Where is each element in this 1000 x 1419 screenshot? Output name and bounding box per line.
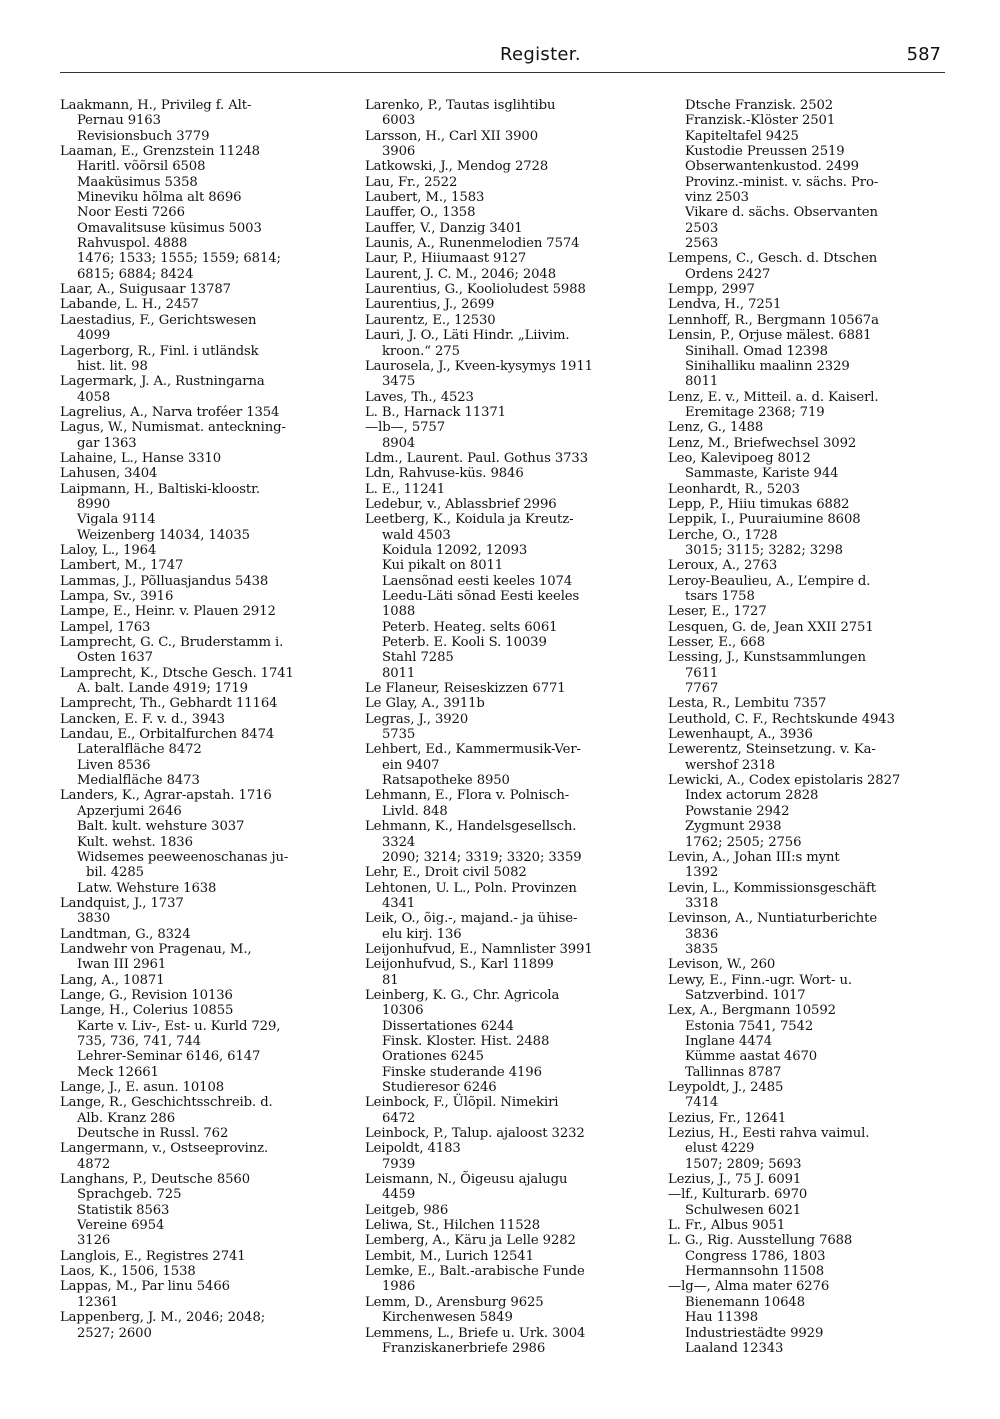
header-rule (60, 72, 945, 73)
page-title: Register. (500, 44, 581, 65)
index-subentry-line: Kult. wehst. 1836 (77, 834, 193, 850)
index-entry-line: Langhans, P., Deutsche 8560 (60, 1172, 251, 1188)
index-entry-line: Lenz, M., Briefwechsel 3092 (668, 435, 857, 451)
index-subentry-line: Sinihall. Omad 12398 (685, 343, 828, 359)
index-entry-line: Lahusen, 3404 (60, 466, 158, 482)
index-subentry-line: Index actorum 2828 (685, 788, 819, 804)
index-entry-line: Lauffer, V., Danzig 3401 (365, 220, 523, 236)
index-entry-line: L. G., Rig. Ausstellung 7688 (668, 1233, 853, 1249)
index-subentry-line: 3835 (685, 941, 719, 957)
index-entry-line: Lesquen, G. de, Jean XXII 2751 (668, 619, 874, 635)
index-subentry-line: 8011 (382, 665, 416, 681)
index-subentry-line: Finsk. Kloster. Hist. 2488 (382, 1033, 550, 1049)
index-subentry-line: Laaland 12343 (685, 1340, 784, 1356)
index-subentry-line: 3126 (77, 1233, 111, 1249)
index-entry-line: Leitgeb, 986 (365, 1202, 449, 1218)
index-subentry-line: 2563 (685, 236, 719, 252)
index-entry-line: —lb—, 5757 (365, 420, 445, 436)
index-entry-line: Leliwa, St., Hilchen 11528 (365, 1218, 541, 1234)
index-entry-line: Landau, E., Orbitalfurchen 8474 (60, 727, 275, 743)
index-subentry-line: Balt. kult. wehsture 3037 (77, 819, 245, 835)
index-entry-line: Lemke, E., Balt.-arabische Funde (365, 1264, 585, 1280)
index-subentry-line: Tallinnas 8787 (685, 1064, 782, 1080)
index-subentry-line: 4341 (382, 895, 416, 911)
index-entry-line: Ldm., Laurent. Paul. Gothus 3733 (365, 450, 588, 466)
index-entry-line: Lesser, E., 668 (668, 635, 766, 651)
index-subentry-line: 7414 (685, 1095, 719, 1111)
index-subentry-line: Sammaste, Kariste 944 (685, 466, 839, 482)
index-entry-line: Leetberg, K., Koidula ja Kreutz- (365, 512, 574, 528)
index-entry-line: Lauri, J. O., Läti Hindr. „Liivim. (365, 328, 570, 344)
index-subentry-line: Mineviku hõlma alt 8696 (77, 190, 242, 206)
index-entry-line: Lenz, G., 1488 (668, 420, 764, 436)
index-subentry-line: 6472 (382, 1110, 416, 1126)
index-entry-line: Lagerborg, R., Finl. i utländsk (60, 343, 259, 359)
index-subentry-line: Bienemann 10648 (685, 1294, 806, 1310)
index-entry-line: Laurent, J. C. M., 2046; 2048 (365, 266, 556, 282)
index-entry-line: Labande, L. H., 2457 (60, 297, 199, 313)
index-subentry-line: 3015; 3115; 3282; 3298 (685, 542, 843, 558)
index-subentry-line: Inglane 4474 (685, 1033, 773, 1049)
index-subentry-line: kroon.“ 275 (382, 343, 460, 359)
index-entry-line: L. Fr., Albus 9051 (668, 1218, 786, 1234)
page-number: 587 (906, 44, 941, 65)
index-entry-line: Larenko, P., Tautas isglihtibu (365, 98, 556, 113)
index-subentry-line: 3318 (685, 895, 719, 911)
index-entry-line: Lerche, O., 1728 (668, 527, 778, 543)
index-subentry-line: 4058 (77, 389, 111, 405)
index-entry-line: Lampe, E., Heinr. v. Plauen 2912 (60, 604, 276, 620)
index-subentry-line: Franzisk.-Klöster 2501 (685, 113, 836, 129)
index-entry-line: Lennhoff, R., Bergmann 10567a (668, 312, 879, 328)
index-entry-line: Lendva, H., 7251 (668, 297, 782, 313)
index-entry-line: Ledebur, v., Ablassbrief 2996 (365, 496, 557, 512)
index-subentry-line: Rahvuspol. 4888 (77, 236, 188, 252)
index-subentry-line: Weizenberg 14034, 14035 (77, 527, 250, 543)
index-subentry-line: Laensõnad eesti keeles 1074 (382, 573, 573, 589)
index-subentry-line: Karte v. Liv-, Est- u. Kurld 729, (77, 1018, 281, 1034)
index-entry-line: Leypoldt, J., 2485 (668, 1080, 784, 1095)
index-subentry-line: 2503 (685, 220, 719, 236)
index-subentry-line: Ordens 2427 (685, 266, 771, 282)
index-subentry-line: Sinihalliku maalinn 2329 (685, 358, 850, 374)
index-entry-line: Lagus, W., Numismat. anteckning- (60, 420, 286, 436)
index-subentry-line: Kui pikalt on 8011 (382, 558, 504, 574)
index-entry-line: Lange, G., Revision 10136 (60, 987, 233, 1003)
index-entry-line: Lehbert, Ed., Kammermusik-Ver- (365, 742, 581, 758)
index-subentry-line: Widsemes peeweenoschanas ju- (77, 849, 289, 865)
index-subentry-line: Vikare d. sächs. Observanten (685, 205, 878, 221)
index-entry-line: Levin, A., Johan III:s mynt (668, 849, 840, 865)
index-subentry-line: Eremitage 2368; 719 (685, 404, 825, 420)
index-subentry-line: Livld. 848 (382, 803, 448, 819)
index-entry-line: Laos, K., 1506, 1538 (60, 1264, 196, 1280)
index-subentry-line: Dissertationes 6244 (382, 1018, 514, 1034)
index-subentry-line: 1088 (382, 604, 416, 620)
index-subentry-line: Revisionsbuch 3779 (77, 128, 210, 144)
index-entry-line: Laves, Th., 4523 (365, 389, 474, 405)
index-subentry-line: Hermannsohn 11508 (685, 1264, 825, 1280)
index-entry-line: Leinbock, F., Ülõpil. Nimekiri (365, 1095, 559, 1111)
index-entry-line: Leroy-Beaulieu, A., L’empire d. (668, 573, 871, 589)
index-subentry-line: 8990 (77, 496, 111, 512)
index-subentry-line: Peterb. Heateg. selts 6061 (382, 619, 558, 635)
index-subentry-line: Pernau 9163 (77, 113, 161, 129)
index-entry-line: Leijonhufvud, E., Namnlister 3991 (365, 941, 593, 957)
index-entry-line: Levinson, A., Nuntiaturberichte (668, 911, 878, 927)
index-subentry-line: Vereine 6954 (77, 1218, 165, 1234)
index-entry-line: Lampel, 1763 (60, 619, 151, 635)
index-subentry-line: 2527; 2600 (77, 1325, 152, 1341)
index-entry-line: Lange, R., Geschichtsschreib. d. (60, 1095, 273, 1111)
index-subentry-line: 4872 (77, 1156, 111, 1172)
index-subentry-line: 5735 (382, 727, 416, 743)
index-entry-line: Leismann, N., Õigeusu ajalugu (365, 1172, 568, 1188)
index-subentry-line: elu kirj. 136 (382, 926, 462, 942)
index-entry-line: Leipoldt, 4183 (365, 1141, 461, 1157)
index-entry-line: Leik, O., õig.-, majand.- ja ühise- (365, 911, 578, 927)
index-subentry-line: 6815; 6884; 8424 (77, 266, 194, 282)
index-entry-line: Landtman, G., 8324 (60, 926, 191, 942)
index-subentry-line: gar 1363 (77, 435, 137, 451)
index-entry-line: Landers, K., Agrar-apstah. 1716 (60, 788, 272, 804)
index-entry-line: Lambert, M., 1747 (60, 558, 184, 574)
index-subentry-line: Osten 1637 (77, 650, 153, 666)
index-entry-line: Leuthold, C. F., Rechtskunde 4943 (668, 711, 895, 727)
index-entry-line: Lehmann, K., Handelsgesellsch. (365, 819, 577, 835)
index-entry-line: Leo, Kalevipoeg 8012 (668, 450, 811, 466)
index-entry-line: Lempens, C., Gesch. d. Dtschen (668, 251, 878, 267)
index-entry-line: Latkowski, J., Mendog 2728 (365, 159, 549, 175)
index-subentry-line: Deutsche in Russl. 762 (77, 1126, 229, 1142)
index-entry-line: Laubert, M., 1583 (365, 190, 485, 206)
index-subentry-line: 1392 (685, 865, 719, 881)
index-entry-line: Langermann, v., Ostseeprovinz. (60, 1141, 269, 1157)
index-entry-line: Leinbock, P., Talup. ajaloost 3232 (365, 1126, 585, 1142)
index-subentry-line: Peterb. E. Kooli S. 10039 (382, 635, 547, 651)
index-subentry-line: Hau 11398 (685, 1310, 759, 1326)
index-entry-line: L. E., 11241 (365, 481, 446, 497)
index-entry-line: Lauffer, O., 1358 (365, 205, 476, 221)
index-entry-line: Laur, P., Hiiumaast 9127 (365, 251, 527, 267)
index-entry-line: L. B., Harnack 11371 (365, 404, 506, 420)
index-subentry-line: ein 9407 (382, 757, 440, 773)
index-entry-line: Le Flaneur, Reiseskizzen 6771 (365, 681, 566, 697)
index-entry-line: Lewy, E., Finn.-ugr. Wort- u. (668, 972, 852, 988)
index-subentry-line: 1986 (382, 1279, 416, 1295)
index-entry-line: Lamprecht, G. C., Bruderstamm i. (60, 635, 284, 651)
index-subentry-line: 1762; 2505; 2756 (685, 834, 802, 850)
index-entry-line: Lezius, H., Eesti rahva vaimul. (668, 1126, 870, 1142)
index-entry-line: Lagermark, J. A., Rustningarna (60, 374, 265, 390)
index-entry-line: Lessing, J., Kunstsammlungen (668, 650, 866, 666)
index-subentry-line: Iwan III 2961 (77, 957, 167, 973)
index-entry-line: Lancken, E. F. v. d., 3943 (60, 711, 225, 727)
index-entry-line: Lenz, E. v., Mitteil. a. d. Kaiserl. (668, 389, 879, 405)
index-entry-line: Leijonhufvud, S., Karl 11899 (365, 957, 554, 973)
index-entry-line: Lemberg, A., Käru ja Lelle 9282 (365, 1233, 576, 1249)
index-entry-line: Lange, H., Colerius 10855 (60, 1003, 234, 1019)
index-subentry-line: 3906 (382, 144, 416, 160)
index-subentry-line: Studieresor 6246 (382, 1080, 497, 1095)
index-entry-line: Lamprecht, Th., Gebhardt 11164 (60, 696, 278, 712)
index-column-1 (60, 98, 350, 1341)
index-subentry-line: 8011 (685, 374, 719, 390)
index-entry-line: Lex, A., Bergmann 10592 (668, 1003, 836, 1019)
index-entry-line: Lagrelius, A., Narva troféer 1354 (60, 404, 280, 420)
index-subentry-line: 8904 (382, 435, 416, 451)
index-subentry-line: 3475 (382, 374, 416, 390)
index-entry-line: Le Glay, A., 3911b (365, 696, 485, 712)
index-subentry-line: Sprachgeb. 725 (77, 1187, 182, 1203)
index-entry-line: Lang, A., 10871 (60, 972, 165, 988)
index-subentry-line: Kümme aastat 4670 (685, 1049, 818, 1065)
index-subentry-line: tsars 1758 (685, 589, 755, 604)
index-subentry-line: 7939 (382, 1156, 416, 1172)
index-entry-line: Landwehr von Pragenau, M., (60, 941, 252, 957)
index-entry-line: Lappenberg, J. M., 2046; 2048; (60, 1310, 266, 1326)
index-entry-line: Lange, J., E. asun. 10108 (60, 1080, 225, 1095)
index-entry-line: Lembit, M., Lurich 12541 (365, 1248, 534, 1264)
index-subentry-line: 6003 (382, 113, 416, 129)
index-subentry-line: Lateralfläche 8472 (77, 742, 202, 758)
index-entry-line: Launis, A., Runenmelodien 7574 (365, 236, 580, 252)
index-entry-line: Laar, A., Suigusaar 13787 (60, 282, 231, 298)
index-entry-line: Lehmann, E., Flora v. Polnisch- (365, 788, 570, 804)
index-subentry-line: wershof 2318 (685, 757, 776, 773)
index-entry-line: Lemmens, L., Briefe u. Urk. 3004 (365, 1325, 586, 1341)
index-column-2 (365, 98, 655, 1356)
index-entry-line: Laipmann, H., Baltiski-kloostr. (60, 481, 260, 497)
index-subentry-line: Alb. Kranz 286 (77, 1110, 175, 1126)
index-subentry-line: Estonia 7541, 7542 (685, 1018, 814, 1034)
index-subentry-line: Orationes 6245 (382, 1049, 484, 1065)
index-subentry-line: bil. 4285 (86, 865, 144, 881)
index-subentry-line: 4099 (77, 328, 111, 344)
index-entry-line: Lewicki, A., Codex epistolaris 2827 (668, 773, 901, 789)
index-subentry-line: Maaküsimus 5358 (77, 174, 198, 190)
index-entry-line: Landquist, J., 1737 (60, 895, 184, 911)
index-entry-line: Laurentz, E., 12530 (365, 312, 496, 328)
index-subentry-line: 3324 (382, 834, 416, 850)
index-subentry-line: 2090; 3214; 3319; 3320; 3359 (382, 849, 582, 865)
index-entry-line: Leonhardt, R., 5203 (668, 481, 800, 497)
index-entry-line: Laaman, E., Grenzstein 11248 (60, 144, 260, 160)
index-subentry-line: Statistik 8563 (77, 1202, 170, 1218)
index-entry-line: Leser, E., 1727 (668, 604, 767, 620)
index-entry-line: —lf., Kulturarb. 6970 (668, 1187, 808, 1203)
index-entry-line: Levin, L., Kommissionsgeschäft (668, 880, 876, 896)
index-entry-line: Lampa, Sv., 3916 (60, 589, 174, 604)
index-entry-line: Lezius, J., 75 J. 6091 (668, 1172, 802, 1188)
index-subentry-line: Ratsapotheke 8950 (382, 773, 510, 789)
index-subentry-line: Schulwesen 6021 (685, 1202, 802, 1218)
index-entry-line: Lewenhaupt, A., 3936 (668, 727, 813, 743)
index-subentry-line: elust 4229 (685, 1141, 755, 1157)
index-subentry-line: Apzerjumi 2646 (77, 803, 182, 819)
index-subentry-line: Noor Eesti 7266 (77, 205, 185, 221)
index-subentry-line: Lehrer-Seminar 6146, 6147 (77, 1049, 261, 1065)
index-subentry-line: Zygmunt 2938 (685, 819, 782, 835)
index-subentry-line: 1507; 2809; 5693 (685, 1156, 802, 1172)
index-subentry-line: Kirchenwesen 5849 (382, 1310, 513, 1326)
index-subentry-line: Kustodie Preussen 2519 (685, 144, 845, 160)
index-subentry-line: 3836 (685, 926, 719, 942)
index-subentry-line: Finske studerande 4196 (382, 1064, 542, 1080)
index-subentry-line: Latw. Wehsture 1638 (77, 880, 217, 896)
index-entry-line: Lemm, D., Arensburg 9625 (365, 1294, 544, 1310)
index-entry-line: Larsson, H., Carl XII 3900 (365, 128, 538, 144)
index-subentry-line: Liven 8536 (77, 757, 151, 773)
index-subentry-line: 3830 (77, 911, 111, 927)
index-subentry-line: A. balt. Lande 4919; 1719 (77, 681, 248, 697)
index-subentry-line: Omavalitsuse küsimus 5003 (77, 220, 262, 236)
index-subentry-line: 10306 (382, 1003, 424, 1019)
index-entry-line: Laurentius, G., Koolioludest 5988 (365, 282, 586, 298)
index-subentry-line: 7767 (685, 681, 719, 697)
index-entry-line: Leroux, A., 2763 (668, 558, 778, 574)
index-subentry-line: hist. lit. 98 (77, 358, 148, 374)
index-entry-line: Lehr, E., Droit civil 5082 (365, 865, 527, 881)
index-subentry-line: Vigala 9114 (77, 512, 156, 528)
index-subentry-line: Stahl 7285 (382, 650, 454, 666)
index-entry-line: Legras, J., 3920 (365, 711, 469, 727)
index-entry-line: Lesta, R., Lembitu 7357 (668, 696, 827, 712)
index-subentry-line: 12361 (77, 1294, 119, 1310)
index-subentry-line: Leedu-Läti sõnad Eesti keeles (382, 589, 580, 604)
index-subentry-line: Medialfläche 8473 (77, 773, 200, 789)
index-subentry-line: vinz 2503 (685, 190, 749, 206)
index-entry-line: Ldn, Rahvuse-küs. 9846 (365, 466, 524, 482)
index-subentry-line: Powstanie 2942 (685, 803, 790, 819)
index-subentry-line: 735, 736, 741, 744 (77, 1033, 202, 1049)
index-entry-line: Laurentius, J., 2699 (365, 297, 495, 313)
index-subentry-line: Industriestädte 9929 (685, 1325, 824, 1341)
index-subentry-line: Provinz.-minist. v. sächs. Pro- (685, 174, 879, 190)
index-entry-line: Lewerentz, Steinsetzung. v. Ka- (668, 742, 876, 758)
index-subentry-line: Kapiteltafel 9425 (685, 128, 799, 144)
index-subentry-line: 81 (382, 972, 399, 988)
index-subentry-line: 4459 (382, 1187, 416, 1203)
index-entry-line: Lepp, P., Hiiu timukas 6882 (668, 496, 850, 512)
index-entry-line: Lamprecht, K., Dtsche Gesch. 1741 (60, 665, 294, 681)
index-subentry-line: Haritl. võõrsil 6508 (77, 159, 206, 175)
index-subentry-line: 1476; 1533; 1555; 1559; 6814; (77, 251, 281, 267)
index-subentry-line: Meck 12661 (77, 1064, 159, 1080)
index-subentry-line: Satzverbind. 1017 (685, 987, 806, 1003)
index-entry-line: Leinberg, K. G., Chr. Agricola (365, 987, 560, 1003)
index-subentry-line: wald 4503 (382, 527, 451, 543)
index-entry-line: Leppik, I., Puuraiumine 8608 (668, 512, 861, 528)
index-entry-line: Lau, Fr., 2522 (365, 174, 458, 190)
index-entry-line: Lammas, J., Põlluasjandus 5438 (60, 573, 269, 589)
index-subentry-line: Dtsche Franzisk. 2502 (685, 98, 834, 113)
index-entry-line: Lensin, P., Orjuse mälest. 6881 (668, 328, 872, 344)
index-entry-line: —lg—, Alma mater 6276 (668, 1279, 830, 1295)
running-header (60, 0, 945, 78)
index-entry-line: Lezius, Fr., 12641 (668, 1110, 787, 1126)
index-entry-line: Levison, W., 260 (668, 957, 776, 973)
index-column-3 (668, 98, 958, 1356)
index-subentry-line: Franziskanerbriefe 2986 (382, 1340, 546, 1356)
index-subentry-line: Koidula 12092, 12093 (382, 542, 528, 558)
index-entry-line: Langlois, E., Registres 2741 (60, 1248, 246, 1264)
index-subentry-line: 7611 (685, 665, 719, 681)
index-entry-line: Laestadius, F., Gerichtswesen (60, 312, 257, 328)
index-entry-line: Lappas, M., Par linu 5466 (60, 1279, 230, 1295)
index-entry-line: Lahaine, L., Hanse 3310 (60, 450, 222, 466)
index-entry-line: Lempp, 2997 (668, 282, 755, 298)
index-entry-line: Laloy, L., 1964 (60, 542, 157, 558)
index-subentry-line: Obserwantenkustod. 2499 (685, 159, 859, 175)
index-entry-line: Laakmann, H., Privileg f. Alt- (60, 98, 252, 113)
index-entry-line: Lehtonen, U. L., Poln. Provinzen (365, 880, 577, 896)
index-entry-line: Laurosela, J., Kveen-kysymys 1911 (365, 358, 593, 374)
index-subentry-line: Congress 1786, 1803 (685, 1248, 826, 1264)
